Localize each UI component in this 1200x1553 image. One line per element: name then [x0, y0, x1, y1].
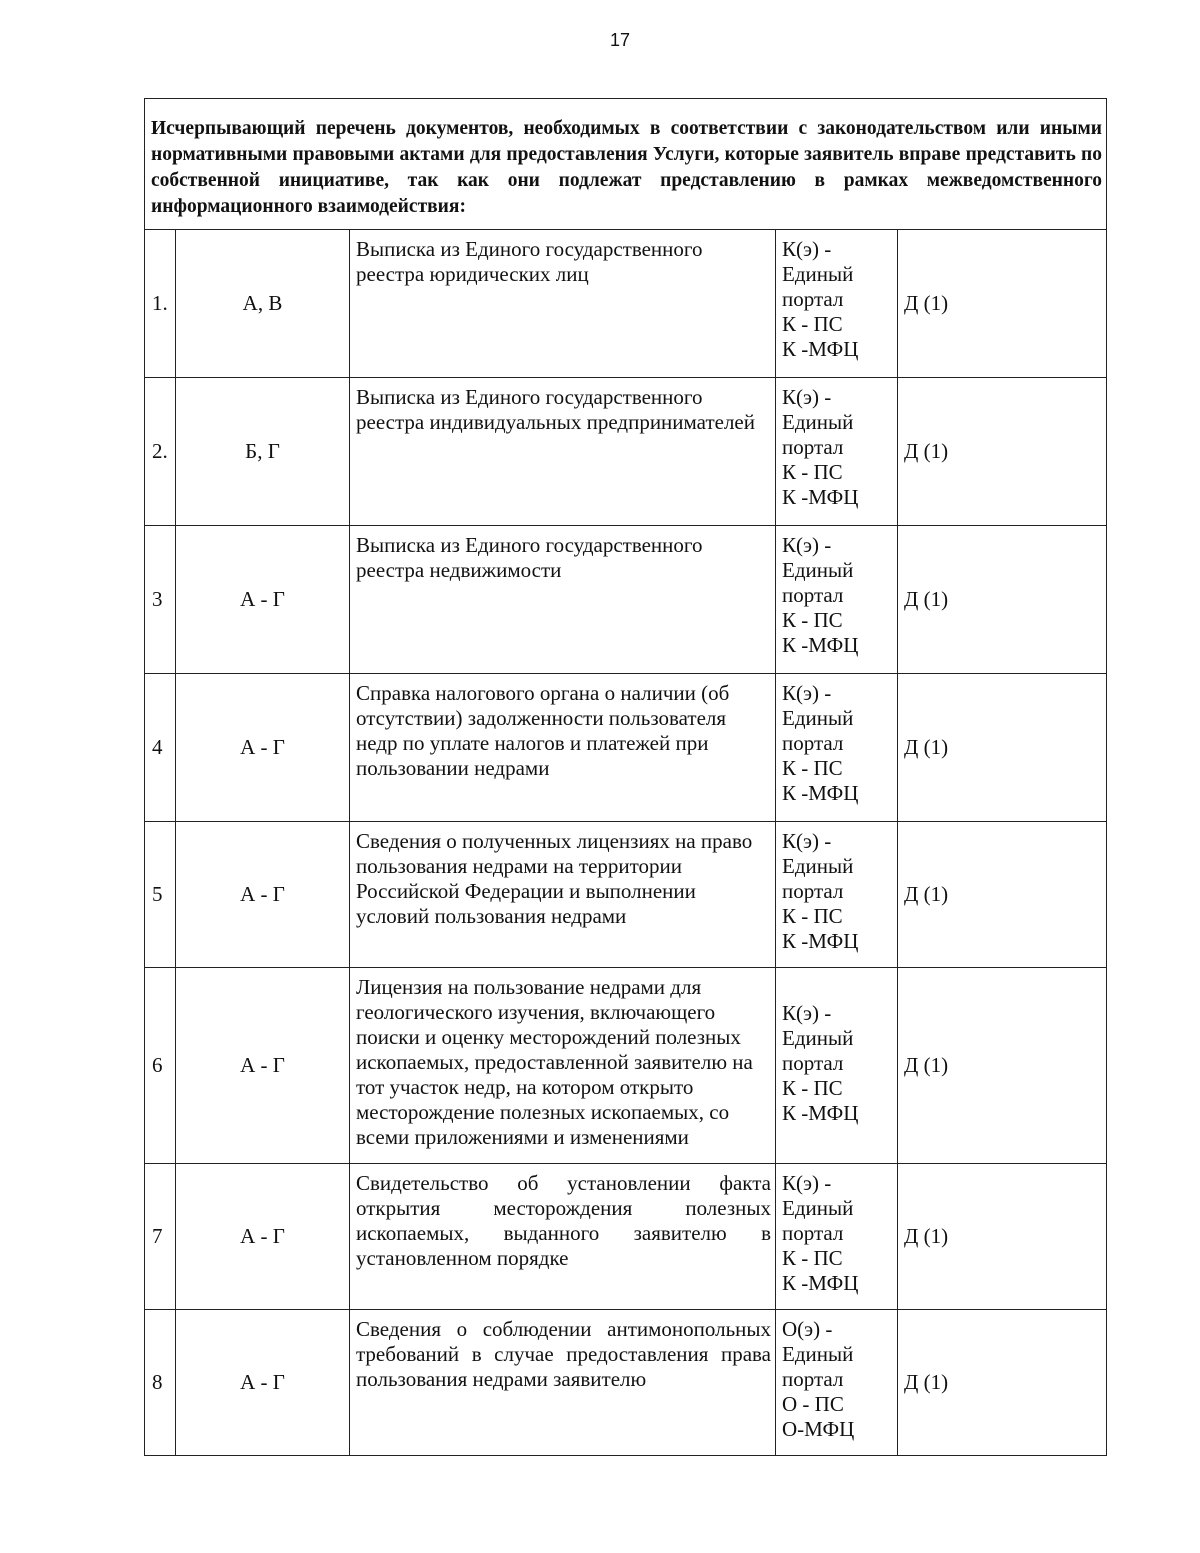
table-row	[145, 526, 1107, 674]
table-row	[145, 1310, 1107, 1456]
submission-way: К(э) -	[782, 829, 832, 853]
submission-way: портал	[782, 583, 844, 607]
table-row	[145, 674, 1107, 822]
submission-way: К(э) -	[782, 681, 832, 705]
submission-way: портал	[782, 879, 844, 903]
applicant-category: А - Г	[176, 822, 350, 968]
submission-way: Единый	[782, 854, 854, 878]
submission-way: К - ПС	[782, 460, 843, 484]
document-name: Лицензия на пользование недрами для геологического изучения, включающего поиски и оценку месторождений полезных ископаемых, предоставленной заявителю на тот участок недр, на котором открыто месторождение полезных ископаемых, со всеми приложениями и изменениями	[350, 968, 776, 1164]
submission-way: К -МФЦ	[782, 337, 859, 361]
document-note: Д (1)	[898, 822, 1107, 968]
document-name: Выписка из Единого государственного реестра индивидуальных предпринимателей	[350, 378, 776, 526]
document-note: Д (1)	[898, 526, 1107, 674]
row-number: 5	[145, 822, 176, 968]
applicant-category: А, В	[176, 230, 350, 378]
table-row	[145, 230, 1107, 378]
applicant-category: А - Г	[176, 526, 350, 674]
row-number: 4	[145, 674, 176, 822]
submission-way: К(э) -	[782, 385, 832, 409]
applicant-category: А - Г	[176, 968, 350, 1164]
document-name: Сведения о полученных лицензиях на право пользования недрами на территории Российской Федерации и выполнении условий пользования недрами	[350, 822, 776, 968]
submission-ways	[776, 968, 898, 1164]
submission-way: К(э) -	[782, 533, 832, 557]
table-row	[145, 822, 1107, 968]
table-header: Исчерпывающий перечень документов, необходимых в соответствии с законодательством или иными нормативными правовыми актами для предоставления Услуги, которые заявитель вправе представить по собственной инициативе, так как они подлежат представлению в рамках межведомственного информационного взаимодействия:	[145, 99, 1107, 230]
submission-way: К -МФЦ	[782, 485, 859, 509]
document-name: Справка налогового органа о наличии (об отсутствии) задолженности пользователя недр по уплате налогов и платежей при пользовании недрами	[350, 674, 776, 822]
document-name: Сведения о соблюдении антимонопольных требований в случае предоставления права пользования недрами заявителю	[350, 1310, 776, 1456]
submission-way: К - ПС	[782, 1076, 843, 1100]
table-row	[145, 1164, 1107, 1310]
submission-way: К -МФЦ	[782, 1101, 859, 1125]
submission-way: Единый	[782, 706, 854, 730]
submission-way: К(э) -	[782, 1001, 832, 1025]
submission-way: портал	[782, 731, 844, 755]
submission-way: Единый	[782, 262, 854, 286]
submission-way: портал	[782, 1051, 844, 1075]
submission-way: К - ПС	[782, 1246, 843, 1270]
page-number: 17	[609, 30, 631, 50]
submission-ways	[776, 378, 898, 526]
submission-ways	[776, 526, 898, 674]
documents-table	[144, 98, 1107, 1456]
row-number: 8	[145, 1310, 176, 1456]
applicant-category: А - Г	[176, 1310, 350, 1456]
submission-way: Единый	[782, 1342, 854, 1366]
document-name: Выписка из Единого государственного реестра недвижимости	[350, 526, 776, 674]
submission-ways	[776, 1310, 898, 1456]
table-row	[145, 378, 1107, 526]
submission-way: К - ПС	[782, 904, 843, 928]
submission-way: портал	[782, 1221, 844, 1245]
table-row	[145, 968, 1107, 1164]
document-name: Свидетельство об установлении факта открытия месторождения полезных ископаемых, выданного заявителю в установленном порядке	[350, 1164, 776, 1310]
submission-ways	[776, 1164, 898, 1310]
submission-way: К(э) -	[782, 1171, 832, 1195]
row-number: 1.	[145, 230, 176, 378]
applicant-category: А - Г	[176, 674, 350, 822]
submission-way: портал	[782, 435, 844, 459]
row-number: 6	[145, 968, 176, 1164]
submission-way: Единый	[782, 1026, 854, 1050]
submission-way: К -МФЦ	[782, 929, 859, 953]
submission-way: К -МФЦ	[782, 633, 859, 657]
table-header-row	[145, 99, 1107, 230]
submission-way: О-МФЦ	[782, 1417, 855, 1441]
submission-way: Единый	[782, 410, 854, 434]
row-number: 2.	[145, 378, 176, 526]
submission-way: Единый	[782, 558, 854, 582]
submission-way: К - ПС	[782, 312, 843, 336]
submission-way: Единый	[782, 1196, 854, 1220]
submission-way: портал	[782, 1367, 844, 1391]
document-note: Д (1)	[898, 230, 1107, 378]
row-number: 7	[145, 1164, 176, 1310]
submission-ways	[776, 674, 898, 822]
row-number: 3	[145, 526, 176, 674]
submission-way: К - ПС	[782, 756, 843, 780]
document-note: Д (1)	[898, 378, 1107, 526]
submission-ways	[776, 230, 898, 378]
submission-way: О - ПС	[782, 1392, 844, 1416]
applicant-category: Б, Г	[176, 378, 350, 526]
document-note: Д (1)	[898, 1164, 1107, 1310]
document-name: Выписка из Единого государственного реестра юридических лиц	[350, 230, 776, 378]
document-note: Д (1)	[898, 1310, 1107, 1456]
applicant-category: А - Г	[176, 1164, 350, 1310]
submission-way: К -МФЦ	[782, 1271, 859, 1295]
submission-ways	[776, 822, 898, 968]
submission-way: К - ПС	[782, 608, 843, 632]
submission-way: К -МФЦ	[782, 781, 859, 805]
submission-way: О(э) -	[782, 1317, 833, 1341]
document-note: Д (1)	[898, 968, 1107, 1164]
submission-way: К(э) -	[782, 237, 832, 261]
submission-way: портал	[782, 287, 844, 311]
document-note: Д (1)	[898, 674, 1107, 822]
